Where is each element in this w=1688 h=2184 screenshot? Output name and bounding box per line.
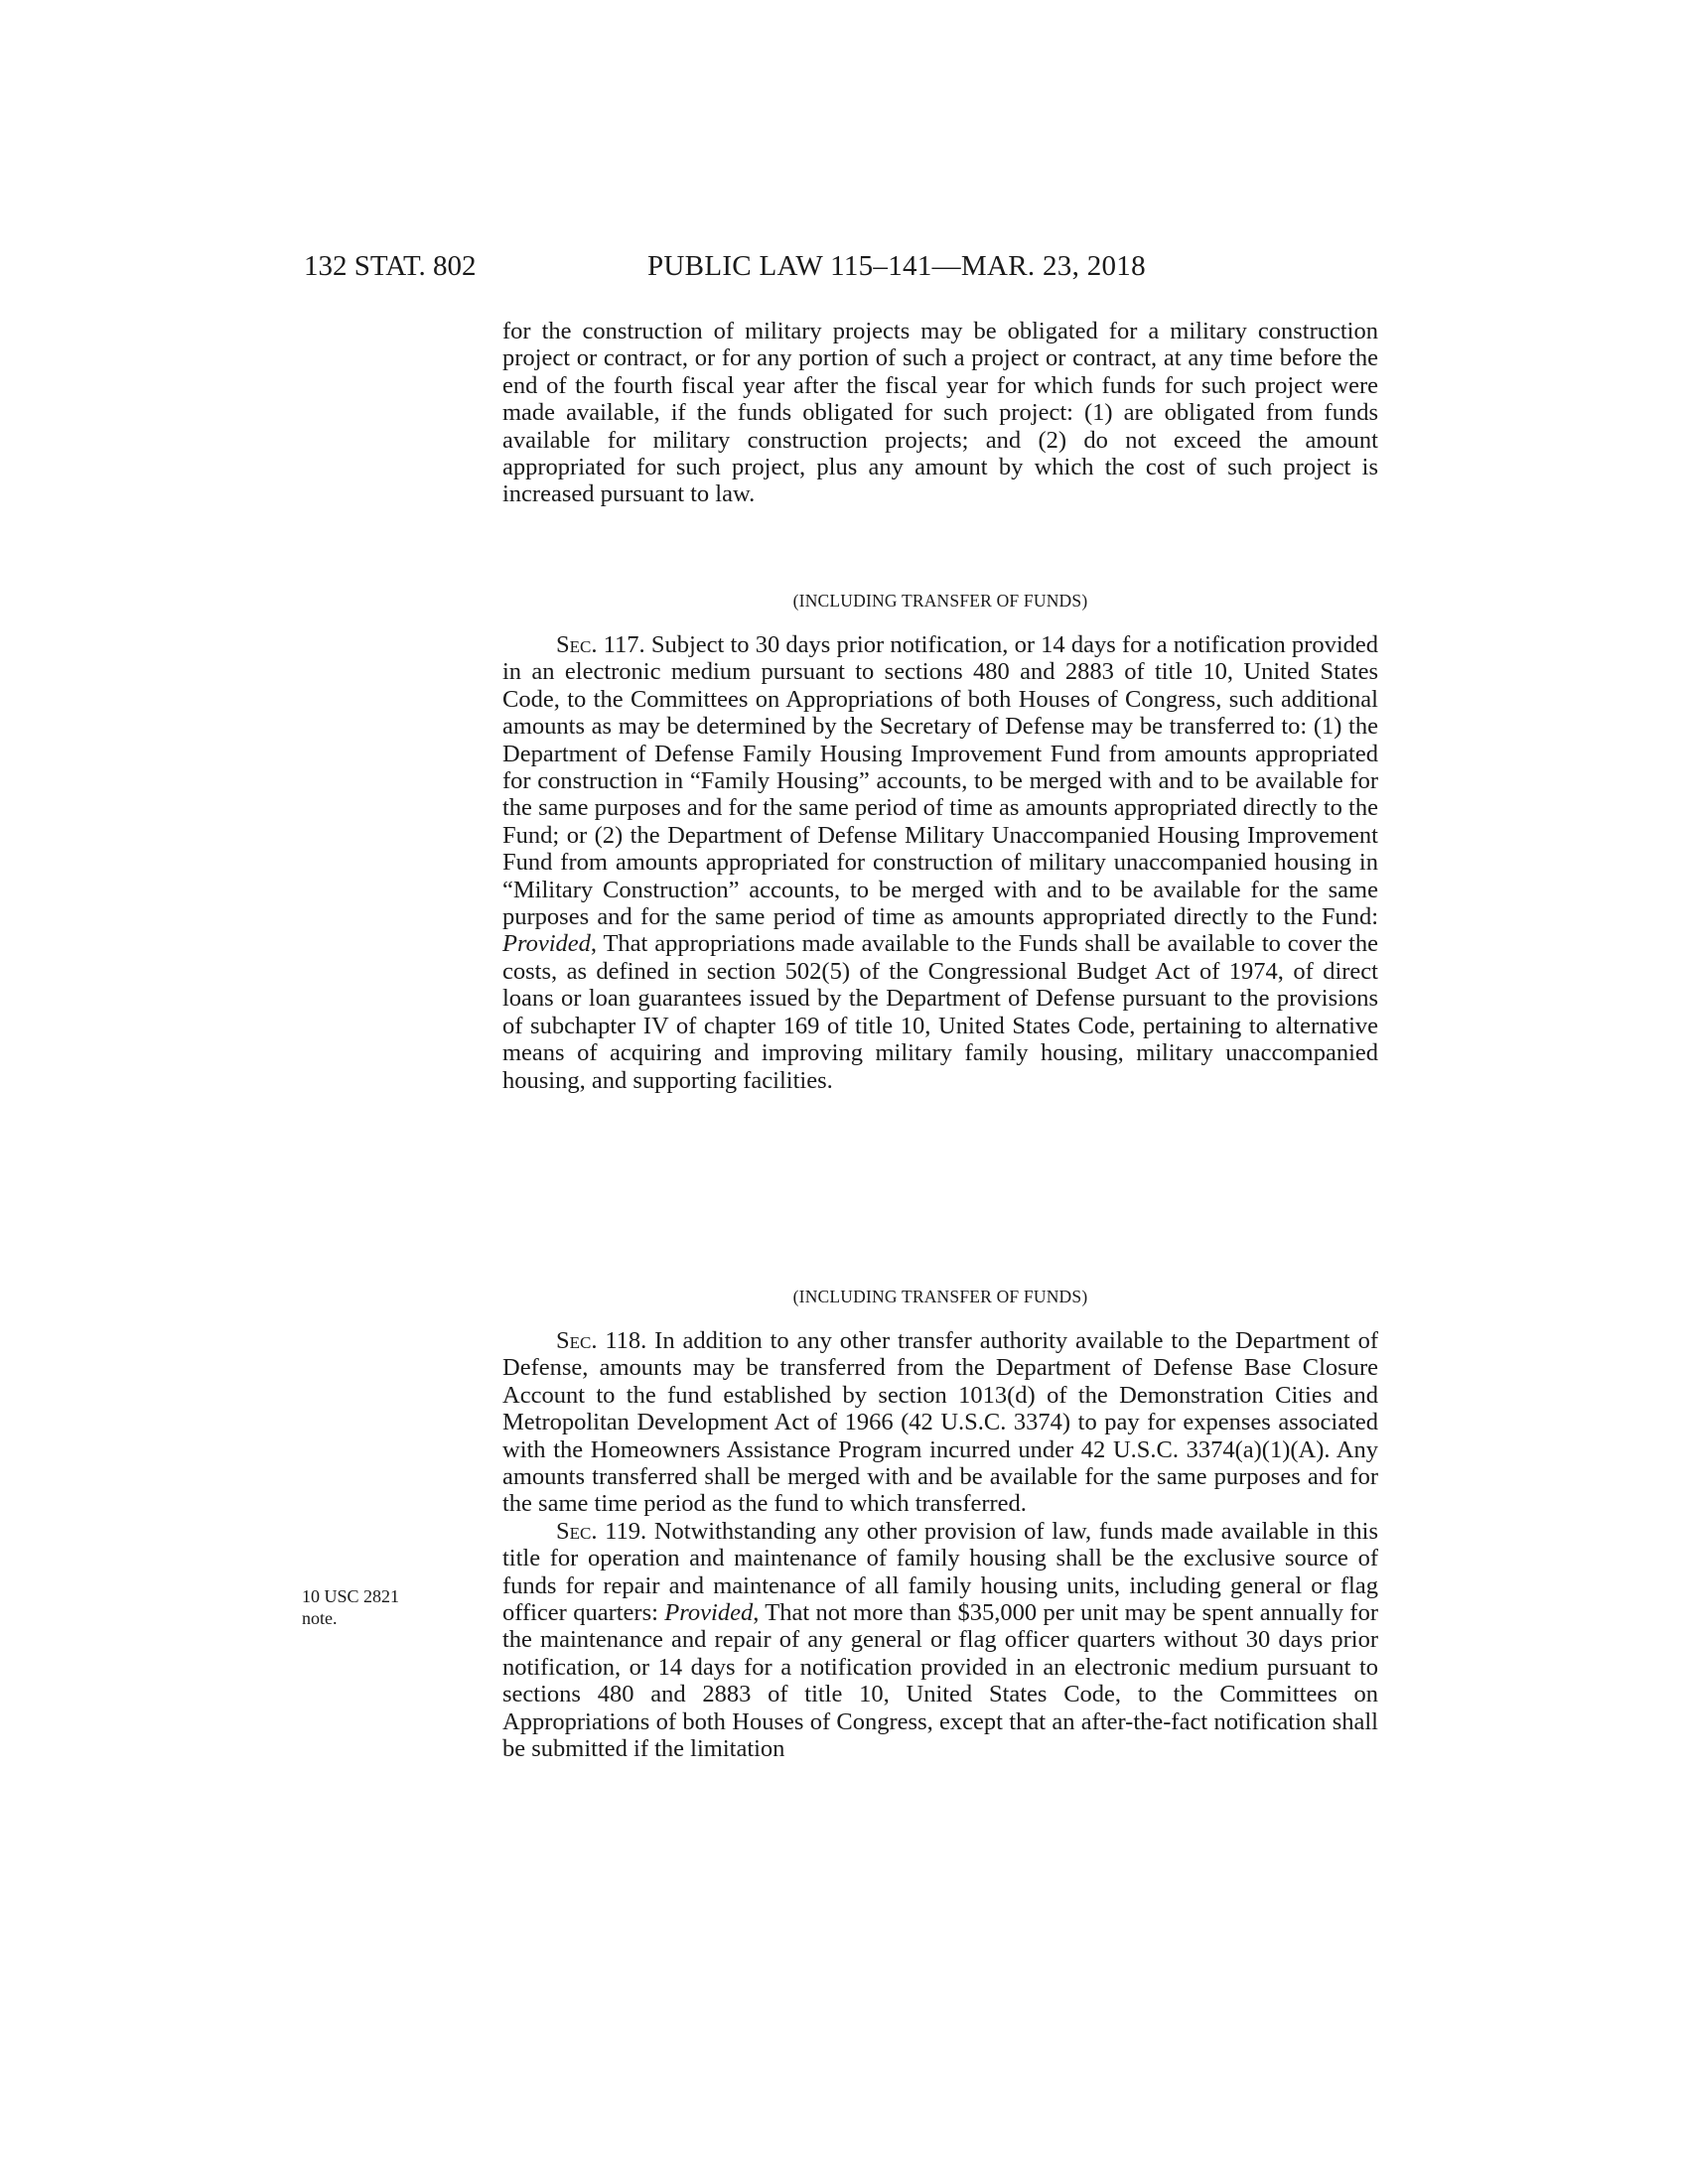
section-119-text-b: , That not more than $35,000 per unit may be spent annually for the maintenance and repair of any general or flag officer quarters without 30 days prior notification, or 14 days for a notification provided in an electronic medium pursuant to sections 480 and 2883 of title 10, United States Code, to the Committees on Appropriations of both Houses of Congress, except that an after-the-fact notification shall be submitted if the limitation: [502, 1599, 1378, 1763]
body-block-opening: [502, 318, 1378, 508]
section-119-paragraph: [502, 1518, 1378, 1763]
section-117-text-b: , That appropriations made available to the Funds shall be available to cover the costs, as defined in section 502(5) of the Congressional Budget Act of 1974, of direct loans or loan guarantees issued by the Department of Defense pursuant to the provisions of subchapter IV of chapter 169 of title 10, United States Code, pertaining to alternative means of acquiring and improving military family housing, military unaccompanied housing, and supporting facilities.: [502, 930, 1378, 1094]
stat-page-reference: 132 STAT. 802: [304, 250, 477, 282]
opening-paragraph: for the construction of military projects may be obligated for a military construction project or contract, or for any portion of such a project or contract, at any time before the end of the fourth fiscal year after the fiscal year for which funds for such project were made available, if the funds obligated for such project: (1) are obligated from funds available for military construction projects; and (2) do not exceed the amount appropriated for such project, plus any amount by which the cost of such project is increased pursuant to law.: [502, 318, 1378, 508]
section-118-text: In addition to any other transfer authority available to the Department of Defense, amounts may be transferred from the Department of Defense Base Closure Account to the fund established by section 1013(d) of the Demonstration Cities and Metropolitan Development Act of 1966 (42 U.S.C. 3374) to pay for expenses associated with the Homeowners Assistance Program incurred under 42 U.S.C. 3374(a)(1)(A). Any amounts transferred shall be merged with and be available for the same purposes and for the same time period as the fund to which transferred.: [502, 1327, 1378, 1518]
section-119-text-a: Notwithstanding any other provision of law, funds made available in this title for operation and maintenance of family housing shall be the exclusive source of funds for repair and maintenance of all family housing units, including general or flag officer quarters:: [502, 1517, 1378, 1627]
section-heading-transfer-of-funds: (INCLUDING TRANSFER OF FUNDS): [792, 591, 1088, 611]
margin-note-citation: [302, 1585, 451, 1629]
body-block-sec-118-119: [502, 1286, 1378, 1763]
body-block-sec-117: [502, 590, 1378, 1094]
margin-note-line-2: note.: [302, 1608, 338, 1628]
running-head-law-title: PUBLIC LAW 115–141—MAR. 23, 2018: [647, 250, 1146, 282]
section-118-label: Sec. 118.: [556, 1327, 647, 1354]
section-118-paragraph: [502, 1327, 1378, 1518]
page-header: [0, 250, 1688, 290]
section-heading-transfer-of-funds-2: (INCLUDING TRANSFER OF FUNDS): [792, 1287, 1088, 1306]
section-117-text-a: Subject to 30 days prior notification, or 14 days for a notification provided in an electronic medium pursuant to sections 480 and 2883 of title 10, United States Code, to the Committees on Appropriations of both Houses of Congress, such additional amounts as may be determined by the Secretary of Defense may be transferred to: (1) the Department of Defense Family Housing Improvement Fund from amounts appropriated for construction in “Family Housing” accounts, to be merged with and to be available for the same purposes and for the same period of time as amounts appropriated directly to the Fund; or (2) the Department of Defense Military Unaccompanied Housing Improvement Fund from amounts appropriated for construction of military unaccompanied housing in “Military Construction” accounts, to be merged with and to be available for the same purposes and for the same period of time as amounts appropriated directly to the Fund:: [502, 631, 1378, 931]
section-119-provided: Provided: [664, 1599, 754, 1627]
section-117-label: Sec. 117.: [556, 631, 645, 658]
margin-note-line-1: 10 USC 2821: [302, 1586, 400, 1606]
section-119-label: Sec. 119.: [556, 1517, 647, 1545]
section-117-provided: Provided: [502, 930, 591, 958]
section-117-paragraph: [502, 631, 1378, 1094]
